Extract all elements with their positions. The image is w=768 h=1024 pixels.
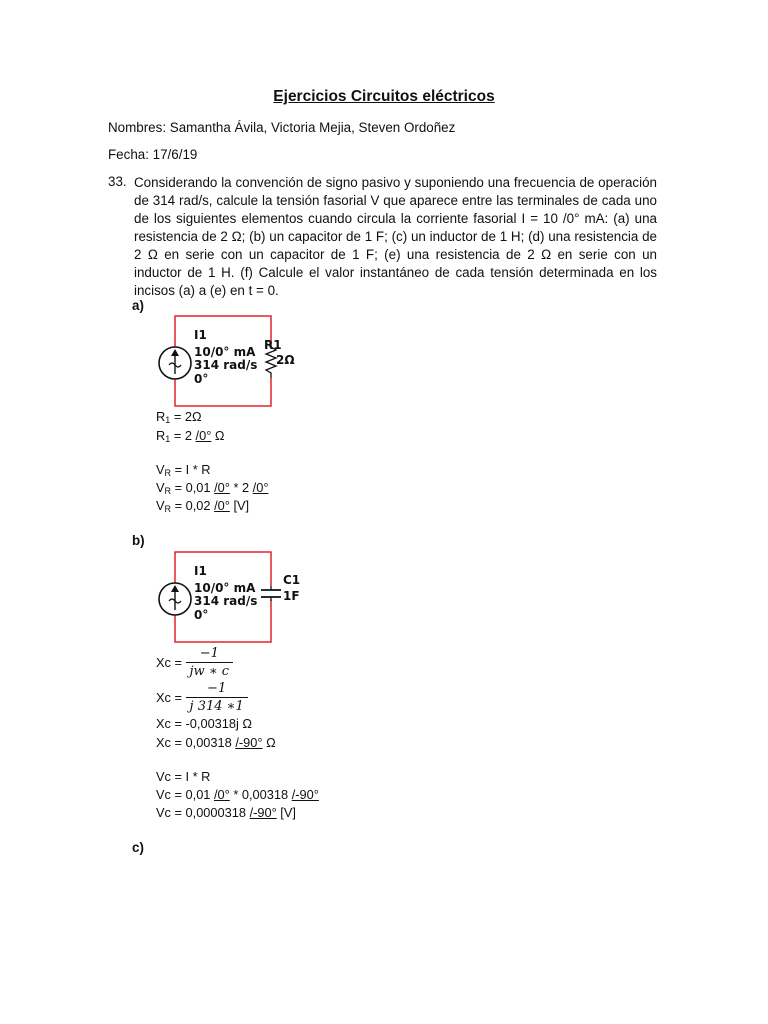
date-line: Fecha: 17/6/19 [108,147,198,162]
source-value-b: 10/0° mA [194,581,256,595]
source-name-b: I1 [194,564,207,578]
eq-vc-formula: Vc = I * R [156,769,211,784]
eq-vc-substitution: Vc = 0,01 /0° * 0,00318 /-90° [156,787,319,802]
source-phase-b: 0° [194,608,209,622]
eq-r1-phasor: $R_1 = 2$ /0° Ω [156,428,225,444]
element-value-b: 1F [283,589,300,603]
source-freq-a: 314 rad/s [194,358,258,372]
problem-statement: Considerando la convención de signo pasivo y suponiendo una frecuencia de operación de 314 rad/s, calcule la tensión fasorial V que aparece entre las terminales de cada uno de los siguientes elementos cuando circula la corriente fasorial I = 10 /0° mA: (a) una resistencia de 2 Ω; (b) un capacitor de 1 F; (c) un inductor de 1 H; (d) una resistencia de 2 Ω en serie con un capacitor de 1 F; (e) una resistencia de 2 Ω en serie con un inductor de 1 H. (f) Calcule el valor instantáneo de cada tensión determinada en los incisos (a) a (e) en t = 0. [134,175,657,298]
part-c-label: c) [132,840,144,855]
eq-xc-formula: Xc = $\frac{-1}{jw ∗ c}$ [156,646,233,679]
element-value-a: 2Ω [276,353,295,367]
eq-vc-result: Vc = 0,0000318 /-90° [V] [156,805,296,820]
eq-vr-formula: $V_R = I * R$ [156,462,211,478]
part-b-label: b) [132,533,145,548]
current-source-b [159,583,191,615]
circuit-b [150,548,300,644]
names-line: Nombres: Samantha Ávila, Victoria Mejia, Steven Ordoñez [108,120,456,135]
source-name-a: I1 [194,328,207,342]
problem-number: 33. [108,174,127,189]
source-freq-b: 314 rad/s [194,594,258,608]
current-source-a [159,347,191,379]
circuit-a [150,312,295,408]
eq-vr-result: $V_R = 0,02$ /0° [V] [156,498,250,514]
eq-vr-substitution: $V_R = 0,01$ /0° * 2 /0° [156,480,269,496]
element-name-b: C1 [283,573,301,587]
eq-xc-polar: Xc = 0,00318 /-90° Ω [156,735,276,750]
element-name-a: R1 [264,338,282,352]
source-value-a: 10/0° mA [194,345,256,359]
part-a-label: a) [132,298,144,313]
eq-r1: $R_1 = 2\Omega$ [156,409,202,425]
document-title: Ejercicios Circuitos eléctricos [273,88,495,105]
eq-xc-substitution: Xc = $\frac{-1}{j 314 ∗1}$ [156,681,248,714]
capacitor-symbol [261,586,281,601]
source-phase-a: 0° [194,372,209,386]
eq-xc-rectangular: Xc = -0,00318j Ω [156,716,253,731]
